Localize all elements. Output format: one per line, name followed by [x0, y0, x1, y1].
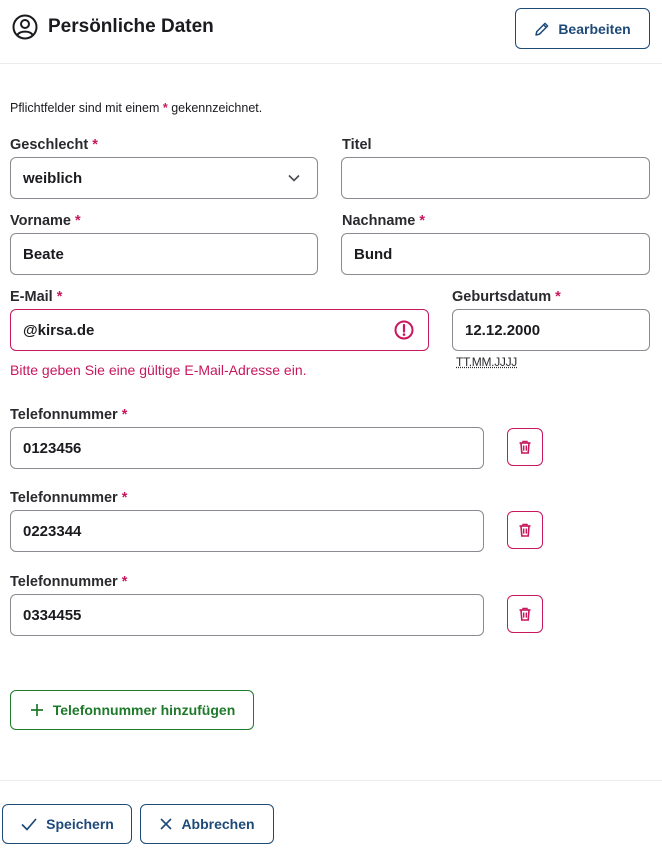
birthdate-label: Geburtsdatum *	[452, 289, 561, 305]
add-phone-button[interactable]	[10, 690, 254, 730]
plus-icon	[29, 702, 45, 718]
trash-icon	[517, 439, 533, 455]
gender-label: Geschlecht *	[10, 137, 98, 153]
phone-label: Telefonnummer *	[10, 407, 128, 423]
edit-button-label: Bearbeiten	[558, 20, 631, 37]
title-label: Titel	[342, 137, 372, 153]
edit-button[interactable]	[515, 8, 650, 49]
phone-label: Telefonnummer *	[10, 490, 128, 506]
error-icon	[394, 320, 414, 340]
cancel-button-label: Abbrechen	[181, 816, 255, 832]
delete-phone-button[interactable]	[507, 511, 543, 549]
footer-divider	[0, 780, 662, 781]
birthdate-value: 12.12.2000	[465, 321, 541, 339]
phone-input[interactable]	[10, 510, 484, 552]
save-button[interactable]	[2, 804, 132, 844]
delete-phone-button[interactable]	[507, 428, 543, 466]
chevron-down-icon	[287, 171, 301, 185]
trash-icon	[517, 522, 533, 538]
phone-label: Telefonnummer *	[10, 574, 128, 590]
gender-value: weiblich	[23, 169, 83, 187]
email-label: E-Mail *	[10, 289, 63, 305]
email-error-message: Bitte geben Sie eine gültige E-Mail-Adresse ein.	[10, 362, 307, 378]
cancel-button[interactable]	[140, 804, 274, 844]
birthdate-format-hint: TT.MM.JJJJ	[456, 355, 517, 369]
phone-value: 0334455	[23, 606, 82, 624]
lastname-label: Nachname *	[342, 213, 426, 229]
pencil-icon	[534, 21, 550, 37]
page-header	[0, 0, 662, 64]
title-input[interactable]	[341, 157, 650, 199]
check-icon	[20, 816, 38, 832]
phone-input[interactable]	[10, 427, 484, 469]
firstname-value: Beate	[23, 245, 64, 263]
firstname-label: Vorname *	[10, 213, 81, 229]
gender-select[interactable]	[10, 157, 318, 199]
phone-value: 0123456	[23, 439, 82, 457]
delete-phone-button[interactable]	[507, 595, 543, 633]
close-icon	[159, 817, 173, 831]
email-input[interactable]	[10, 309, 429, 351]
trash-icon	[517, 606, 533, 622]
user-circle-icon	[12, 14, 38, 40]
phone-value: 0223344	[23, 522, 82, 540]
add-phone-label: Telefonnummer hinzufügen	[52, 702, 236, 718]
email-value: @kirsa.de	[23, 321, 95, 339]
birthdate-input[interactable]	[452, 309, 650, 351]
lastname-input[interactable]	[341, 233, 650, 275]
save-button-label: Speichern	[46, 816, 114, 832]
phone-input[interactable]	[10, 594, 484, 636]
required-note: Pflichtfelder sind mit einem * gekennzeichnet.	[10, 101, 263, 115]
lastname-value: Bund	[354, 245, 393, 263]
page-title: Persönliche Daten	[48, 16, 214, 37]
firstname-input[interactable]	[10, 233, 318, 275]
